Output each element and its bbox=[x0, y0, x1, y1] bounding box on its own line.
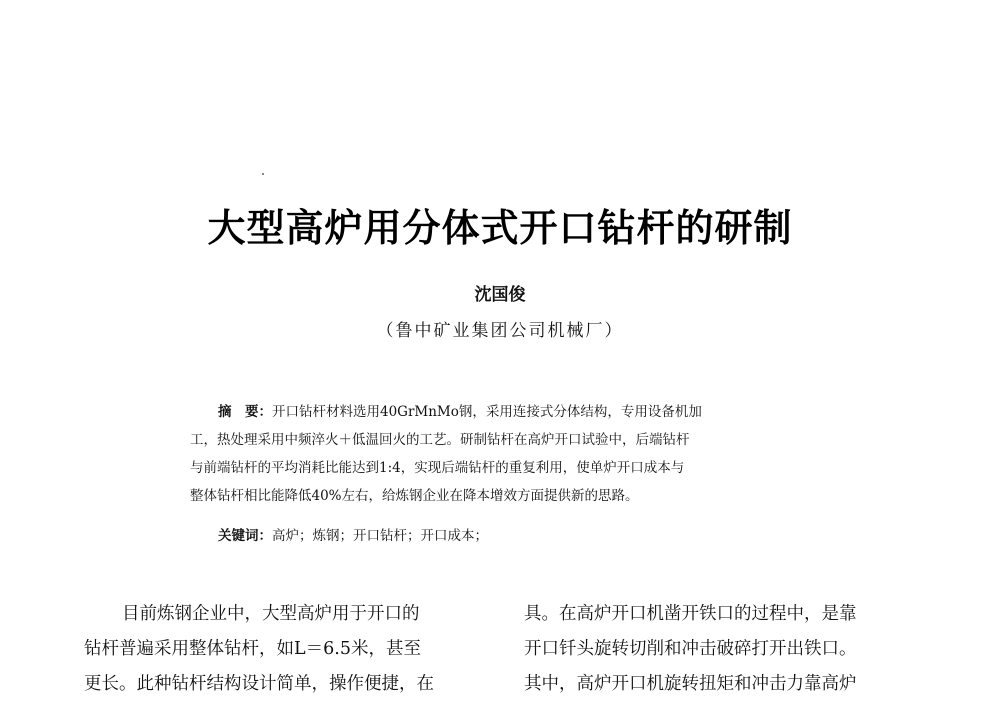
body-line: 具。在高炉开口机凿开铁口的过程中，是靠 bbox=[524, 604, 857, 624]
author-affiliation: （鲁中矿业集团公司机械厂） bbox=[376, 321, 624, 341]
body-line: 其中，高炉开口机旋转扭矩和冲击力靠高炉 bbox=[524, 674, 857, 694]
body-line: 目前炼钢企业中，大型高炉用于开口的 bbox=[122, 604, 420, 624]
abstract-text: 开口钻杆材料选用40GrMnMo钢，采用连接式分体结构，专用设备机加 bbox=[272, 404, 702, 420]
author-name: 沈国俊 bbox=[474, 285, 526, 305]
scan-speck bbox=[262, 173, 264, 175]
keywords-block bbox=[218, 524, 828, 548]
body-column-left bbox=[84, 597, 494, 702]
body-column-right bbox=[524, 597, 914, 702]
abstract-line: 与前端钻杆的平均消耗比能达到1:4，实现后端钻杆的重复利用，使单炉开口成本与 bbox=[190, 460, 685, 476]
keywords-label: 关键词： bbox=[218, 528, 272, 544]
body-line: 更长。此种钻杆结构设计简单，操作便捷，在 bbox=[84, 674, 434, 694]
abstract-block bbox=[190, 398, 830, 510]
abstract-label: 摘 要： bbox=[218, 404, 272, 420]
abstract-line: 整体钻杆相比能降低40%左右，给炼钢企业在降本增效方面提供新的思路。 bbox=[190, 488, 639, 504]
body-line: 钻杆普遍采用整体钻杆，如L＝6.5米，甚至 bbox=[84, 639, 421, 659]
keywords-text: 高炉；炼钢；开口钻杆；开口成本； bbox=[272, 528, 488, 544]
abstract-line bbox=[190, 398, 830, 426]
abstract-line: 工，热处理采用中频淬火＋低温回火的工艺。研制钻杆在高炉开口试验中，后端钻杆 bbox=[190, 432, 690, 448]
article-title: 大型高炉用分体式开口钻杆的研制 bbox=[207, 206, 793, 250]
body-line: 开口钎头旋转切削和冲击破碎打开出铁口。 bbox=[524, 639, 857, 659]
